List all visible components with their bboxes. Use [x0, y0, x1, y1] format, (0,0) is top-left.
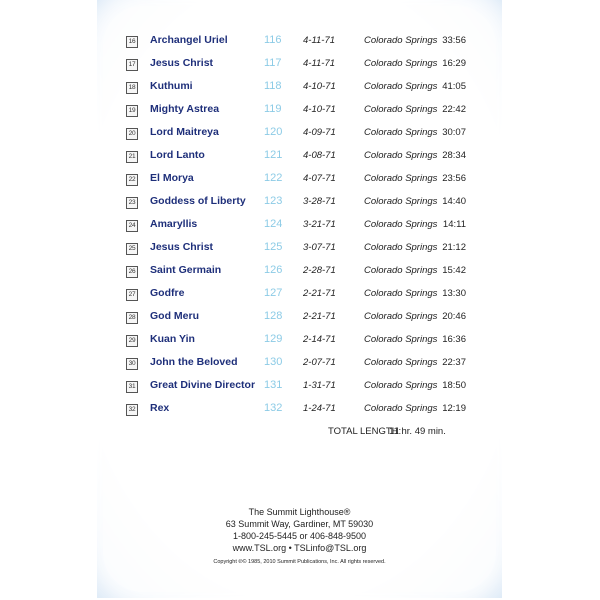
track-row [97, 353, 502, 376]
track-title: Kuan Yin [150, 333, 195, 345]
track-duration: 16:36 [442, 334, 466, 345]
track-duration: 14:11 [442, 219, 466, 230]
publisher-address: 63 Summit Way, Gardiner, MT 59030 [225, 519, 374, 529]
track-page: 123 [264, 195, 283, 207]
track-date: 2-21-71 [303, 288, 336, 299]
track-date: 4-10-71 [303, 104, 336, 115]
track-date: 4-11-71 [303, 35, 336, 46]
track-number-icon: 19 [126, 105, 138, 117]
track-title: Archangel Uriel [150, 34, 228, 46]
track-date: 2-21-71 [303, 311, 336, 322]
track-page: 126 [264, 264, 283, 276]
track-location: Colorado Springs [364, 265, 438, 276]
track-page: 128 [264, 310, 283, 322]
track-date: 1-31-71 [303, 380, 336, 391]
track-date: 3-21-71 [303, 219, 336, 230]
track-list [97, 31, 502, 422]
track-location: Colorado Springs [364, 81, 438, 92]
track-number-icon: 17 [126, 59, 138, 71]
track-duration: 22:42 [442, 104, 466, 115]
track-location: Colorado Springs [364, 380, 438, 391]
track-duration: 13:30 [442, 288, 466, 299]
track-location: Colorado Springs [364, 288, 438, 299]
track-page: 118 [264, 80, 282, 92]
track-title: Lord Maitreya [150, 126, 219, 138]
track-date: 4-09-71 [303, 127, 336, 138]
track-title: Great Divine Director [150, 379, 256, 391]
track-number-icon: 31 [126, 381, 138, 393]
track-location: Colorado Springs [364, 35, 438, 46]
track-duration: 33:56 [442, 35, 466, 46]
track-location: Colorado Springs [364, 403, 438, 414]
track-page: 121 [264, 149, 283, 161]
track-duration: 30:07 [442, 127, 466, 138]
track-date: 2-28-71 [303, 265, 336, 276]
track-page: 130 [264, 356, 283, 368]
track-number-icon: 27 [126, 289, 138, 301]
track-title: Rex [150, 402, 170, 414]
track-number-icon: 28 [126, 312, 138, 324]
track-number-icon: 30 [126, 358, 138, 370]
track-page: 122 [264, 172, 283, 184]
track-listing-panel [97, 0, 502, 598]
track-date: 3-28-71 [303, 196, 336, 207]
track-row [97, 77, 502, 100]
track-duration: 28:34 [442, 150, 466, 161]
track-page: 131 [264, 379, 283, 391]
copyright-notice: Copyright ℗© 1985, 2010 Summit Publications, Inc. All rights reserved. [213, 559, 386, 565]
track-row [97, 307, 502, 330]
track-number-icon: 21 [126, 151, 138, 163]
track-location: Colorado Springs [364, 173, 438, 184]
track-page: 116 [264, 34, 282, 46]
track-location: Colorado Springs [364, 357, 438, 368]
total-length [97, 426, 502, 440]
track-duration: 15:42 [442, 265, 466, 276]
track-number-icon: 20 [126, 128, 138, 140]
total-length-label: TOTAL LENGTH: [328, 426, 402, 437]
track-row [97, 54, 502, 77]
track-row [97, 376, 502, 399]
publisher-footer [97, 506, 502, 565]
track-duration: 20:46 [442, 311, 466, 322]
track-page: 119 [264, 103, 282, 115]
track-duration: 12:19 [442, 403, 466, 414]
track-number-icon: 25 [126, 243, 138, 255]
track-location: Colorado Springs [364, 219, 438, 230]
track-number-icon: 18 [126, 82, 138, 94]
track-title: Godfre [150, 287, 185, 299]
publisher-name: The Summit Lighthouse® [248, 507, 351, 517]
track-title: Jesus Christ [150, 57, 214, 69]
track-title: Amaryllis [150, 218, 198, 230]
track-title: God Meru [150, 310, 199, 322]
track-date: 4-07-71 [303, 173, 336, 184]
track-duration: 14:40 [442, 196, 466, 207]
track-row [97, 215, 502, 238]
track-location: Colorado Springs [364, 334, 438, 345]
track-duration: 18:50 [442, 380, 466, 391]
track-page: 127 [264, 287, 283, 299]
track-number-icon: 24 [126, 220, 138, 232]
track-title: Goddess of Liberty [150, 195, 246, 207]
track-number-icon: 23 [126, 197, 138, 209]
track-title: El Morya [150, 172, 194, 184]
track-duration: 23:56 [442, 173, 466, 184]
track-location: Colorado Springs [364, 196, 438, 207]
track-row [97, 238, 502, 261]
track-page: 132 [264, 402, 283, 414]
track-row [97, 284, 502, 307]
publisher-web: www.TSL.org • TSLinfo@TSL.org [232, 543, 367, 553]
track-date: 1-24-71 [303, 403, 336, 414]
track-location: Colorado Springs [364, 58, 438, 69]
track-title: John the Beloved [150, 356, 238, 368]
track-date: 2-14-71 [303, 334, 336, 345]
track-location: Colorado Springs [364, 242, 438, 253]
track-title: Jesus Christ [150, 241, 214, 253]
track-number-icon: 29 [126, 335, 138, 347]
track-number-icon: 32 [126, 404, 138, 416]
track-number-icon: 22 [126, 174, 138, 186]
track-title: Kuthumi [150, 80, 193, 92]
publisher-phone: 1-800-245-5445 or 406-848-9500 [232, 531, 367, 541]
track-row [97, 261, 502, 284]
track-row [97, 123, 502, 146]
track-location: Colorado Springs [364, 150, 438, 161]
track-title: Saint Germain [150, 264, 222, 276]
track-row [97, 330, 502, 353]
track-page: 125 [264, 241, 283, 253]
track-page: 120 [264, 126, 283, 138]
track-location: Colorado Springs [364, 104, 438, 115]
track-title: Lord Lanto [150, 149, 205, 161]
track-page: 129 [264, 333, 283, 345]
track-row [97, 169, 502, 192]
track-location: Colorado Springs [364, 127, 438, 138]
track-row [97, 31, 502, 54]
track-date: 2-07-71 [303, 357, 336, 368]
track-row [97, 192, 502, 215]
track-date: 4-10-71 [303, 81, 336, 92]
track-duration: 21:12 [442, 242, 466, 253]
track-location: Colorado Springs [364, 311, 438, 322]
track-page: 117 [264, 57, 282, 69]
track-date: 4-08-71 [303, 150, 336, 161]
track-date: 4-11-71 [303, 58, 336, 69]
track-duration: 41:05 [442, 81, 466, 92]
track-duration: 22:37 [442, 357, 466, 368]
track-date: 3-07-71 [303, 242, 336, 253]
track-duration: 16:29 [442, 58, 466, 69]
track-number-icon: 26 [126, 266, 138, 278]
track-row [97, 146, 502, 169]
track-title: Mighty Astrea [150, 103, 220, 115]
track-row [97, 100, 502, 123]
track-page: 124 [264, 218, 283, 230]
track-row [97, 399, 502, 422]
track-number-icon: 16 [126, 36, 138, 48]
total-length-value: 11 hr. 49 min. [389, 426, 446, 437]
